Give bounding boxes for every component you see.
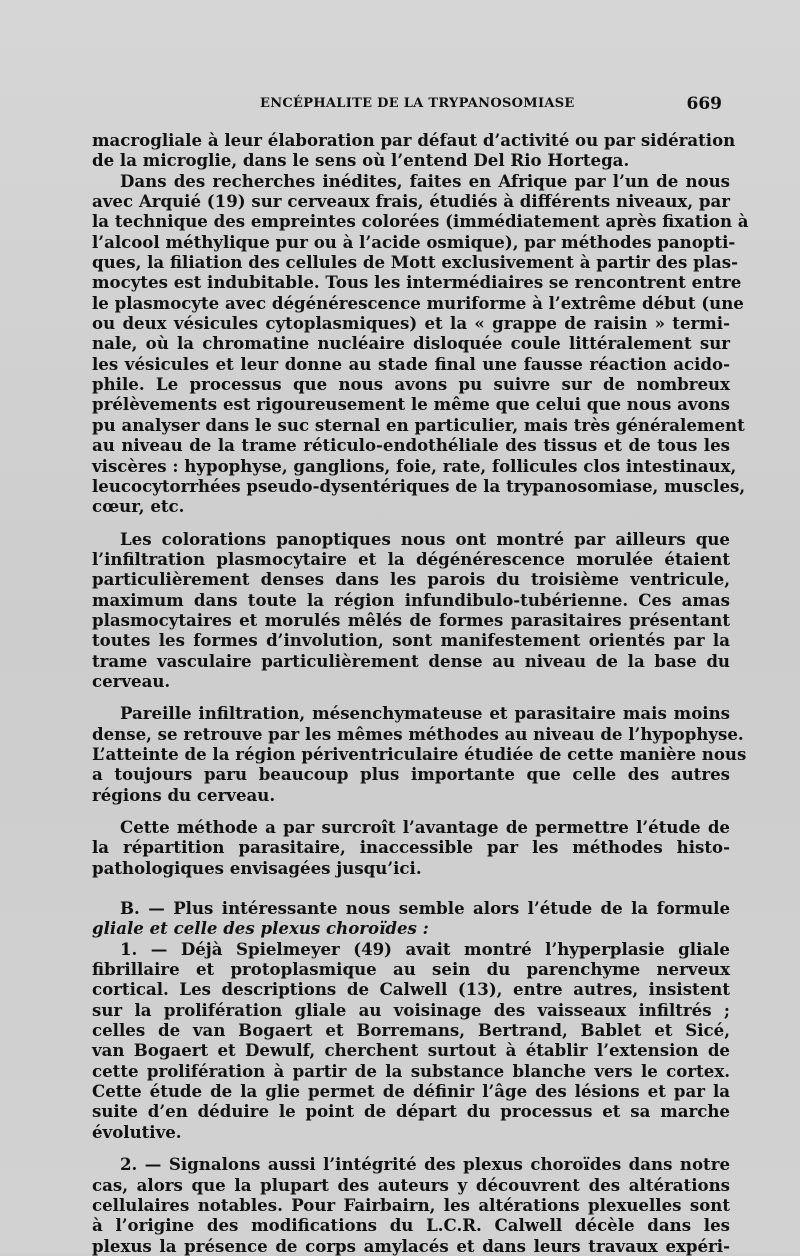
text-line: nale, où la chromatine nucléaire disloquée coule littéralement sur — [92, 333, 730, 354]
text-line: L’atteinte de la région périventriculaire étudiée de cette manière nous — [92, 743, 747, 764]
body-text — [92, 130, 749, 1256]
text-line: ou deux vésicules cytoplasmiques) et la « grappe de raisin » termi- — [92, 313, 730, 334]
section-gap — [92, 878, 730, 898]
text-line: sur la prolifération gliale au voisinage des vaisseaux infiltrés ; — [92, 999, 730, 1020]
text-line: B. — Plus intéressante nous semble alors l’étude de la formule — [120, 898, 730, 919]
text-line: macrogliale à leur élaboration par défaut d’activité ou par sidération — [92, 130, 736, 150]
running-head: ENCÉPHALITE DE LA TRYPANOSOMIASE — [260, 96, 575, 111]
text-line: van Bogaert et Dewulf, cherchent surtout à établir l’extension de — [92, 1040, 730, 1061]
text-line: l’infiltration plasmocytaire et la dégénérescence morulée étaient — [92, 548, 730, 569]
text-line: trame vasculaire particulièrement dense au niveau de la base du — [92, 650, 730, 671]
text-line: maximum dans toute la région infundibulo-tubérienne. Ces amas — [92, 589, 730, 610]
text-line: au niveau de la trame réticulo-endothéliale des tissus et de tous les — [92, 435, 730, 456]
text-line: cette prolifération à partir de la substance blanche vers le cortex. — [92, 1060, 730, 1081]
text-line: régions du cerveau. — [92, 784, 276, 805]
paragraph-gap — [92, 691, 730, 703]
text-line: fibrillaire et protoplasmique au sein du parenchyme nerveux — [92, 959, 730, 980]
text-line: les vésicules et leur donne au stade final une fausse réaction acido- — [92, 353, 730, 374]
text-line: mocytes est indubitable. Tous les intermédiaires se rencontrent entre — [92, 272, 742, 293]
text-line: Dans des recherches inédites, faites en Afrique par l’un de nous — [120, 170, 730, 191]
text-line: Cette méthode a par surcroît l’avantage de permettre l’étude de — [120, 817, 730, 837]
text-line: cellulaires notables. Pour Fairbairn, les altérations plexuelles sont — [92, 1194, 730, 1215]
text-line: a toujours paru beaucoup plus importante que celle des autres — [92, 764, 730, 785]
text-line: dense, se retrouve par les mêmes méthodes au niveau de l’hypophyse. — [92, 723, 744, 744]
text-line: la répartition parasitaire, inaccessible par les méthodes histo- — [92, 837, 730, 858]
text-line: 2. — Signalons aussi l’intégrité des plexus choroïdes dans notre — [120, 1154, 730, 1175]
text-line: gliale et celle des plexus choroïdes : — [92, 918, 429, 939]
text-line: Les colorations panoptiques nous ont montré par ailleurs que — [120, 528, 730, 549]
text-line: de la microglie, dans le sens où l’entend Del Rio Hortega. — [92, 150, 630, 171]
text-line: viscères : hypophyse, ganglions, foie, rate, follicules clos intestinaux, — [92, 455, 737, 476]
text-line: Pareille infiltration, mésenchymateuse et parasitaire mais moins — [120, 703, 730, 724]
text-line: pathologiques envisagées jusqu’ici. — [92, 857, 422, 878]
text-line: pu analyser dans le suc sternal en particulier, mais très généralement — [92, 414, 745, 435]
page-number: 669 — [686, 94, 722, 114]
text-line: avec Arquié (19) sur cerveaux frais, étudiés à différents niveaux, par — [92, 191, 730, 212]
text-line: Cette étude de la glie permet de définir l’âge des lésions et par la — [92, 1081, 730, 1102]
text-line: à l’origine des modifications du L.C.R. Calwell décèle dans les — [92, 1215, 730, 1236]
text-line: l’alcool méthylique pur ou à l’acide osmique), par méthodes panopti- — [92, 231, 736, 252]
text-line: plasmocytaires et morulés mêlés de formes parasitaires présentant — [92, 609, 730, 630]
text-line: plexus la présence de corps amylacés et dans leurs travaux expéri- — [92, 1235, 730, 1256]
text-line: ques, la filiation des cellules de Mott exclusivement à partir des plas- — [92, 252, 738, 273]
text-line: la technique des empreintes colorées (immédiatement après fixation à — [92, 211, 749, 232]
text-line: suite d’en déduire le point de départ du processus et sa marche — [92, 1101, 730, 1122]
text-line: 1. — Déjà Spielmeyer (49) avait montré l’hyperplasie gliale — [120, 938, 730, 959]
text-line: cortical. Les descriptions de Calwell (13), entre autres, insistent — [92, 979, 730, 1000]
text-line: toutes les formes d’involution, sont manifestement orientés par la — [92, 630, 730, 651]
paragraph-gap — [92, 1142, 730, 1154]
text-line: cœur, etc. — [92, 496, 185, 517]
text-line: leucocytorrhées pseudo-dysentériques de la trypanosomiase, muscles, — [92, 475, 746, 496]
text-line: celles de van Bogaert et Borremans, Bertrand, Bablet et Sicé, — [92, 1020, 730, 1041]
paragraph-gap — [92, 517, 730, 529]
paragraph-gap — [92, 805, 730, 817]
text-line: cas, alors que la plupart des auteurs y découvrent des altérations — [92, 1174, 730, 1195]
page-header — [92, 94, 728, 118]
text-line: le plasmocyte avec dégénérescence muriforme à l’extrême début (une — [92, 292, 744, 313]
text-line: évolutive. — [92, 1121, 182, 1142]
text-line: cerveau. — [92, 670, 171, 691]
text-line: particulièrement denses dans les parois du troisième ventricule, — [92, 569, 730, 590]
text-line: phile. Le processus que nous avons pu suivre sur de nombreux — [92, 374, 730, 395]
text-line: prélèvements est rigoureusement le même que celui que nous avons — [92, 394, 730, 415]
